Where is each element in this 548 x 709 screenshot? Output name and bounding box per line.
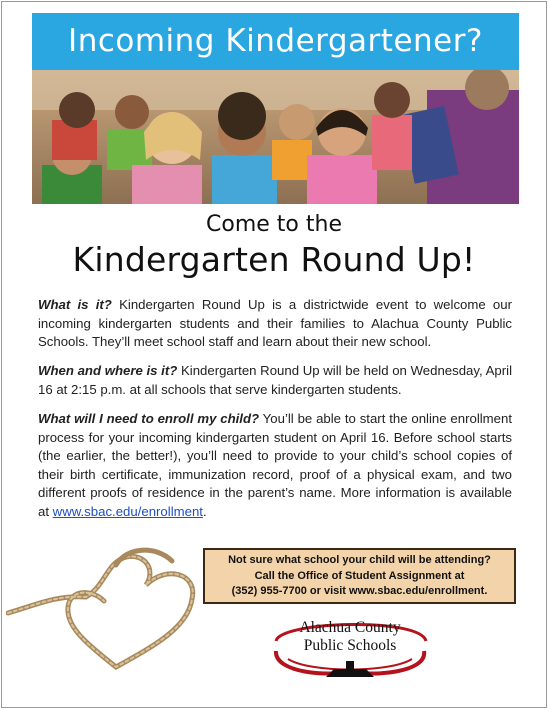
children-photo [32, 70, 519, 204]
section-question: What will I need to enroll my child? [38, 411, 260, 426]
headline-come-to-the: Come to the [206, 212, 342, 237]
section-when-where [38, 362, 512, 399]
section-question: When and where is it? [38, 363, 178, 378]
section-what-is-it [38, 296, 512, 352]
school-assignment-callout [203, 548, 516, 604]
acps-logo [270, 615, 430, 687]
callout-line-2: Call the Office of Student Assignment at [254, 569, 465, 582]
logo-line-1: Alachua County [299, 619, 401, 636]
section-enroll [38, 410, 512, 521]
rope-heart-illustration [6, 535, 206, 675]
section-body: You’ll be able to start the online enrollment process for your incoming kindergarten student on April 16. Before school starts (the earlier, the better!), you’ll need to provide to your child’s school copies of their birth certificate, immunization record, proof of a physical exam, and two different proofs of residence in the parent’s name. More information is available at [38, 411, 512, 519]
section-body: Kindergarten Round Up is a districtwide event to welcome our incoming kindergarten students and their families to Alachua County Public Schools. They’ll meet school staff and learn about their new school. [38, 297, 512, 349]
headline-round-up: Kindergarten Round Up! [72, 240, 476, 279]
section-body: Kindergarten Round Up will be held on Wednesday, April 16 at 2:15 p.m. at all schools that serve kindergarten students. [38, 363, 512, 397]
callout-line-1: Not sure what school your child will be attending? [228, 554, 491, 566]
logo-line-2: Public Schools [303, 637, 397, 654]
banner-title: Incoming Kindergartener? [32, 13, 519, 70]
section-question: What is it? [38, 297, 112, 312]
callout-line-3: (352) 955-7700 or visit www.sbac.edu/enrollment. [231, 585, 488, 597]
section-tail: . [202, 503, 207, 519]
enrollment-link[interactable]: www.sbac.edu/enrollment [52, 503, 203, 519]
